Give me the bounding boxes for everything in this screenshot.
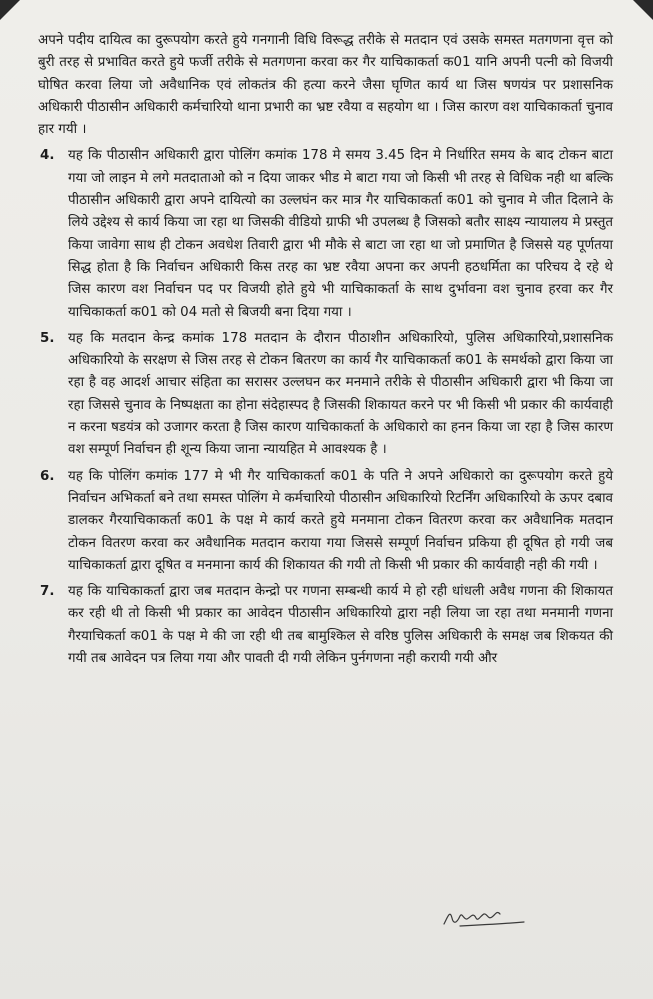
list-item	[38, 581, 613, 670]
item-text: यह कि पोलिंग कमांक 177 मे भी गैर याचिकाकर्ता क01 के पति ने अपने अधिकारो का दुरूपयोग करते हुये निर्वाचन अभिकर्ता बने तथा समस्त पोलिंग मे कर्मचारियो पीठासीन अधिकारियो रिटर्निंग अधिकारियो के ऊपर दबाव डालकर गैरयाचिकाकर्ता क01 के पक्ष मे कार्य करते हुये मनमाना टोकन वितरण करवा कर अवैधानिक मतदान टोकन वितरण करवा कर अवैधानिक मतदान कराया गया जिससे सम्पूर्ण निर्वाचन प्रकिया ही दूषित हो गयी जब याचिकाकर्ता द्वारा दूषित व मनमाना कार्य की शिकायत की गयी तो किसी भी प्रकार की कार्यवाही नही की गयी ।	[68, 468, 613, 573]
item-number: 4.	[40, 148, 55, 164]
item-number: 6.	[40, 468, 55, 484]
scan-corner-shadow-right	[633, 0, 653, 20]
document-body	[38, 30, 613, 670]
item-text: यह कि याचिकाकर्ता द्वारा जब मतदान केन्द्रो पर गणना सम्बन्धी कार्य मे हो रही धांधली अवैध गणना की शिकायत कर रही थी तो किसी भी प्रकार का आवेदन पीठासीन अधिकारियो द्वारा नही लिया जा रहा तथा मनमानी गणना गैरयाचिकर्ता क01 के पक्ष मे की जा रही थी तब बामुश्किल से वरिष्ठ पुलिस अधिकारी के समक्ष जब शिकयत की गयी तब आवेदन पत्र लिया गया और पावती दी गयी लेकिन पुर्नगणना नही करायी गयी और	[68, 584, 613, 667]
item-number: 7.	[40, 584, 55, 600]
item-number: 5.	[40, 330, 55, 346]
intro-paragraph: अपने पदीय दायित्व का दुरूपयोग करते हुये गनगानी विधि विरूद्ध तरीके से मतदान एवं उसके समस्त मतगणना वृत्त को बुरी तरह से प्रभावित करते हुये फर्जी तरीके से मतगणना करवा कर गैर याचिकाकर्ता क01 यानि अपनी पत्नी को विजयी घोषित करवा लिया जो अवैधानिक एवं लोकतंत्र की हत्या करने जैसा घृणित कार्य था जिस षणयंत्र पर प्रशासनिक अधिकारी पीठासीन अधिकारी कर्मचारियो थाना प्रभारी का भ्रष्ट रवैया व सहयोग था । जिस कारण वश याचिकाकर्ता चुनाव हार गयी ।	[38, 33, 613, 138]
list-item	[38, 466, 613, 577]
list-item	[38, 328, 613, 462]
item-text: यह कि मतदान केन्द्र कमांक 178 मतदान के दौरान पीठाशीन अधिकारियो, पुलिस अधिकारियो,प्रशासनिक अधिकारियो के सरक्षण से जिस तरह से टोकन बितरण का कार्य गैर याचिकाकर्ता क01 के समर्थको द्वारा किया जा रहा है वह आदर्श आचार संहिता का सरासर उल्लघन कर मनमाने तरीके से पीठासीन अधिकारी द्वारा भी किया जा रहा जिससे चुनाव के निष्पक्षता का होना संदेहास्पद है जिसकी शिकायत करने पर भी किसी भी प्रकार की कार्यवाही न करना षडयंत्र को उजागर करता है जिस कारण याचिकाकर्ता के अधिकारो का हनन किया जा रहा है जिस कारण वश सम्पूर्ण निर्वाचन ही शून्य किया जाना न्यायहित मे आवश्यक है ।	[68, 330, 613, 458]
scan-corner-shadow-left	[0, 0, 20, 20]
item-text: यह कि पीठासीन अधिकारी द्वारा पोलिंग कमांक 178 मे समय 3.45 दिन मे निर्धारित समय के बाद टोकन बाटा गया जो लाइन मे लगे मतदाताओ को न दिया जाकर भीड मे बाटा गया जो किसी भी तरह से विधिक नही था बल्कि पीठासीन अधिकारी द्वारा अपने दायित्यो का उल्लघंन कर मात्र गैर याचिकाकर्ता क01 को चुनाव मे जीत दिलाने के लिये उद्देश्य से कार्य किया जा रहा था जिसकी वीडियो ग्राफी भी उपलब्ध है जिसको बतौर साक्ष्य न्यायालय मे प्रस्तुत किया जावेगा साथ ही टोकन अवधेश तिवारी द्वारा भी मौके से बाटा जा रहा था जो प्रमाणित है जिससे यह पूर्णतया सिद्ध होता है कि निर्वाचन अधिकारी किस तरह का भ्रष्ट रवैया अपना कर अपनी हठधर्मिता का परिचय दे रहे थे जिस कारण वश निर्वाचन पद पर विजयी होते हुये भी याचिकाकर्ता के साथ दुर्भावना वश चुनाव हरवा कर गैर याचिकाकर्ता क01 को 04 मतो से बिजयी बना दिया गया ।	[68, 148, 613, 320]
list-item	[38, 145, 613, 323]
handwritten-signature	[440, 898, 530, 932]
